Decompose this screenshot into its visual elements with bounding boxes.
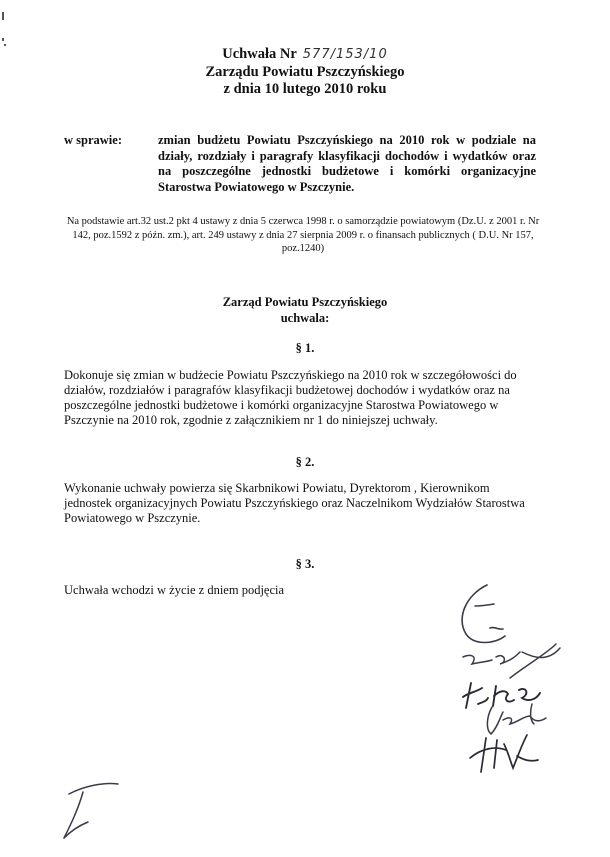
section-1-heading: § 1. [295, 341, 315, 355]
date-line: z dnia 10 lutego 2010 roku [223, 81, 387, 97]
signature-1 [462, 585, 505, 643]
section-3-heading: § 3. [295, 557, 315, 571]
signature-2 [463, 644, 560, 678]
section-3-text: Uchwała wchodzi w życie z dniem podjęcia [64, 583, 285, 597]
subject-text: zmian budżetu Powiatu Pszczyńskiego na 2010 rok w podziale na działy, rozdziały i paragrafy klasyfikacji dochodów i wydatków oraz na poszczególne jednostki budżetowe i komórki organizacyjne Starostwa Powiatowego w Pszczynie. [158, 133, 536, 194]
signature-4 [487, 704, 546, 734]
handwritten-resolution-number: 577/153/10 [302, 47, 388, 62]
resolves-heading: uchwala: [280, 311, 330, 325]
board-heading: Zarząd Powiatu Pszczyńskiego [222, 295, 388, 309]
section-2-text: Wykonanie uchwały powierza się Skarbnikowi Powiatu, Dyrektorom , Kierownikom jednostek organizacyjnych Powiatu Pszczyńskiego oraz Naczelnikom Wydziałów Starostwa Powiatowego w Pszczynie. [64, 481, 525, 525]
section-2-heading: § 2. [295, 455, 315, 469]
legal-basis: Na podstawie art.32 ust.2 pkt 4 ustawy z dnia 5 czerwca 1998 r. o samorządzie powiatowym (Dz.U. z 2001 r. Nr 142, poz.1592 z późn. zm.), art. 249 ustawy z dnia 27 sierpnia 2009 r. o finansach publicznych ( D.U. Nr 157, poz.1240) [66, 216, 540, 254]
section-1-text: Dokonuje się zmian w budżecie Powiatu Pszczyńskiego na 2010 rok w szczegółowości do działów, rozdziałów i paragrafów klasyfikacji budżetowej dochodów i wydatków oraz na poszczególne jednostki budżetowe i komórki organizacyjne Starostwa Powiatowego w Pszczynie na 2010 rok, zgodnie z załącznikiem nr 1 do niniejszej uchwały. [64, 368, 517, 427]
subject-label: w sprawie: [64, 133, 122, 147]
signature-6 [64, 783, 118, 838]
signature-5 [470, 735, 538, 772]
issuer-line: Zarządu Powiatu Pszczyńskiego [205, 64, 405, 80]
signature-3 [463, 683, 540, 708]
title-prefix: Uchwała Nr [222, 46, 297, 62]
scan-specks [2, 12, 6, 46]
